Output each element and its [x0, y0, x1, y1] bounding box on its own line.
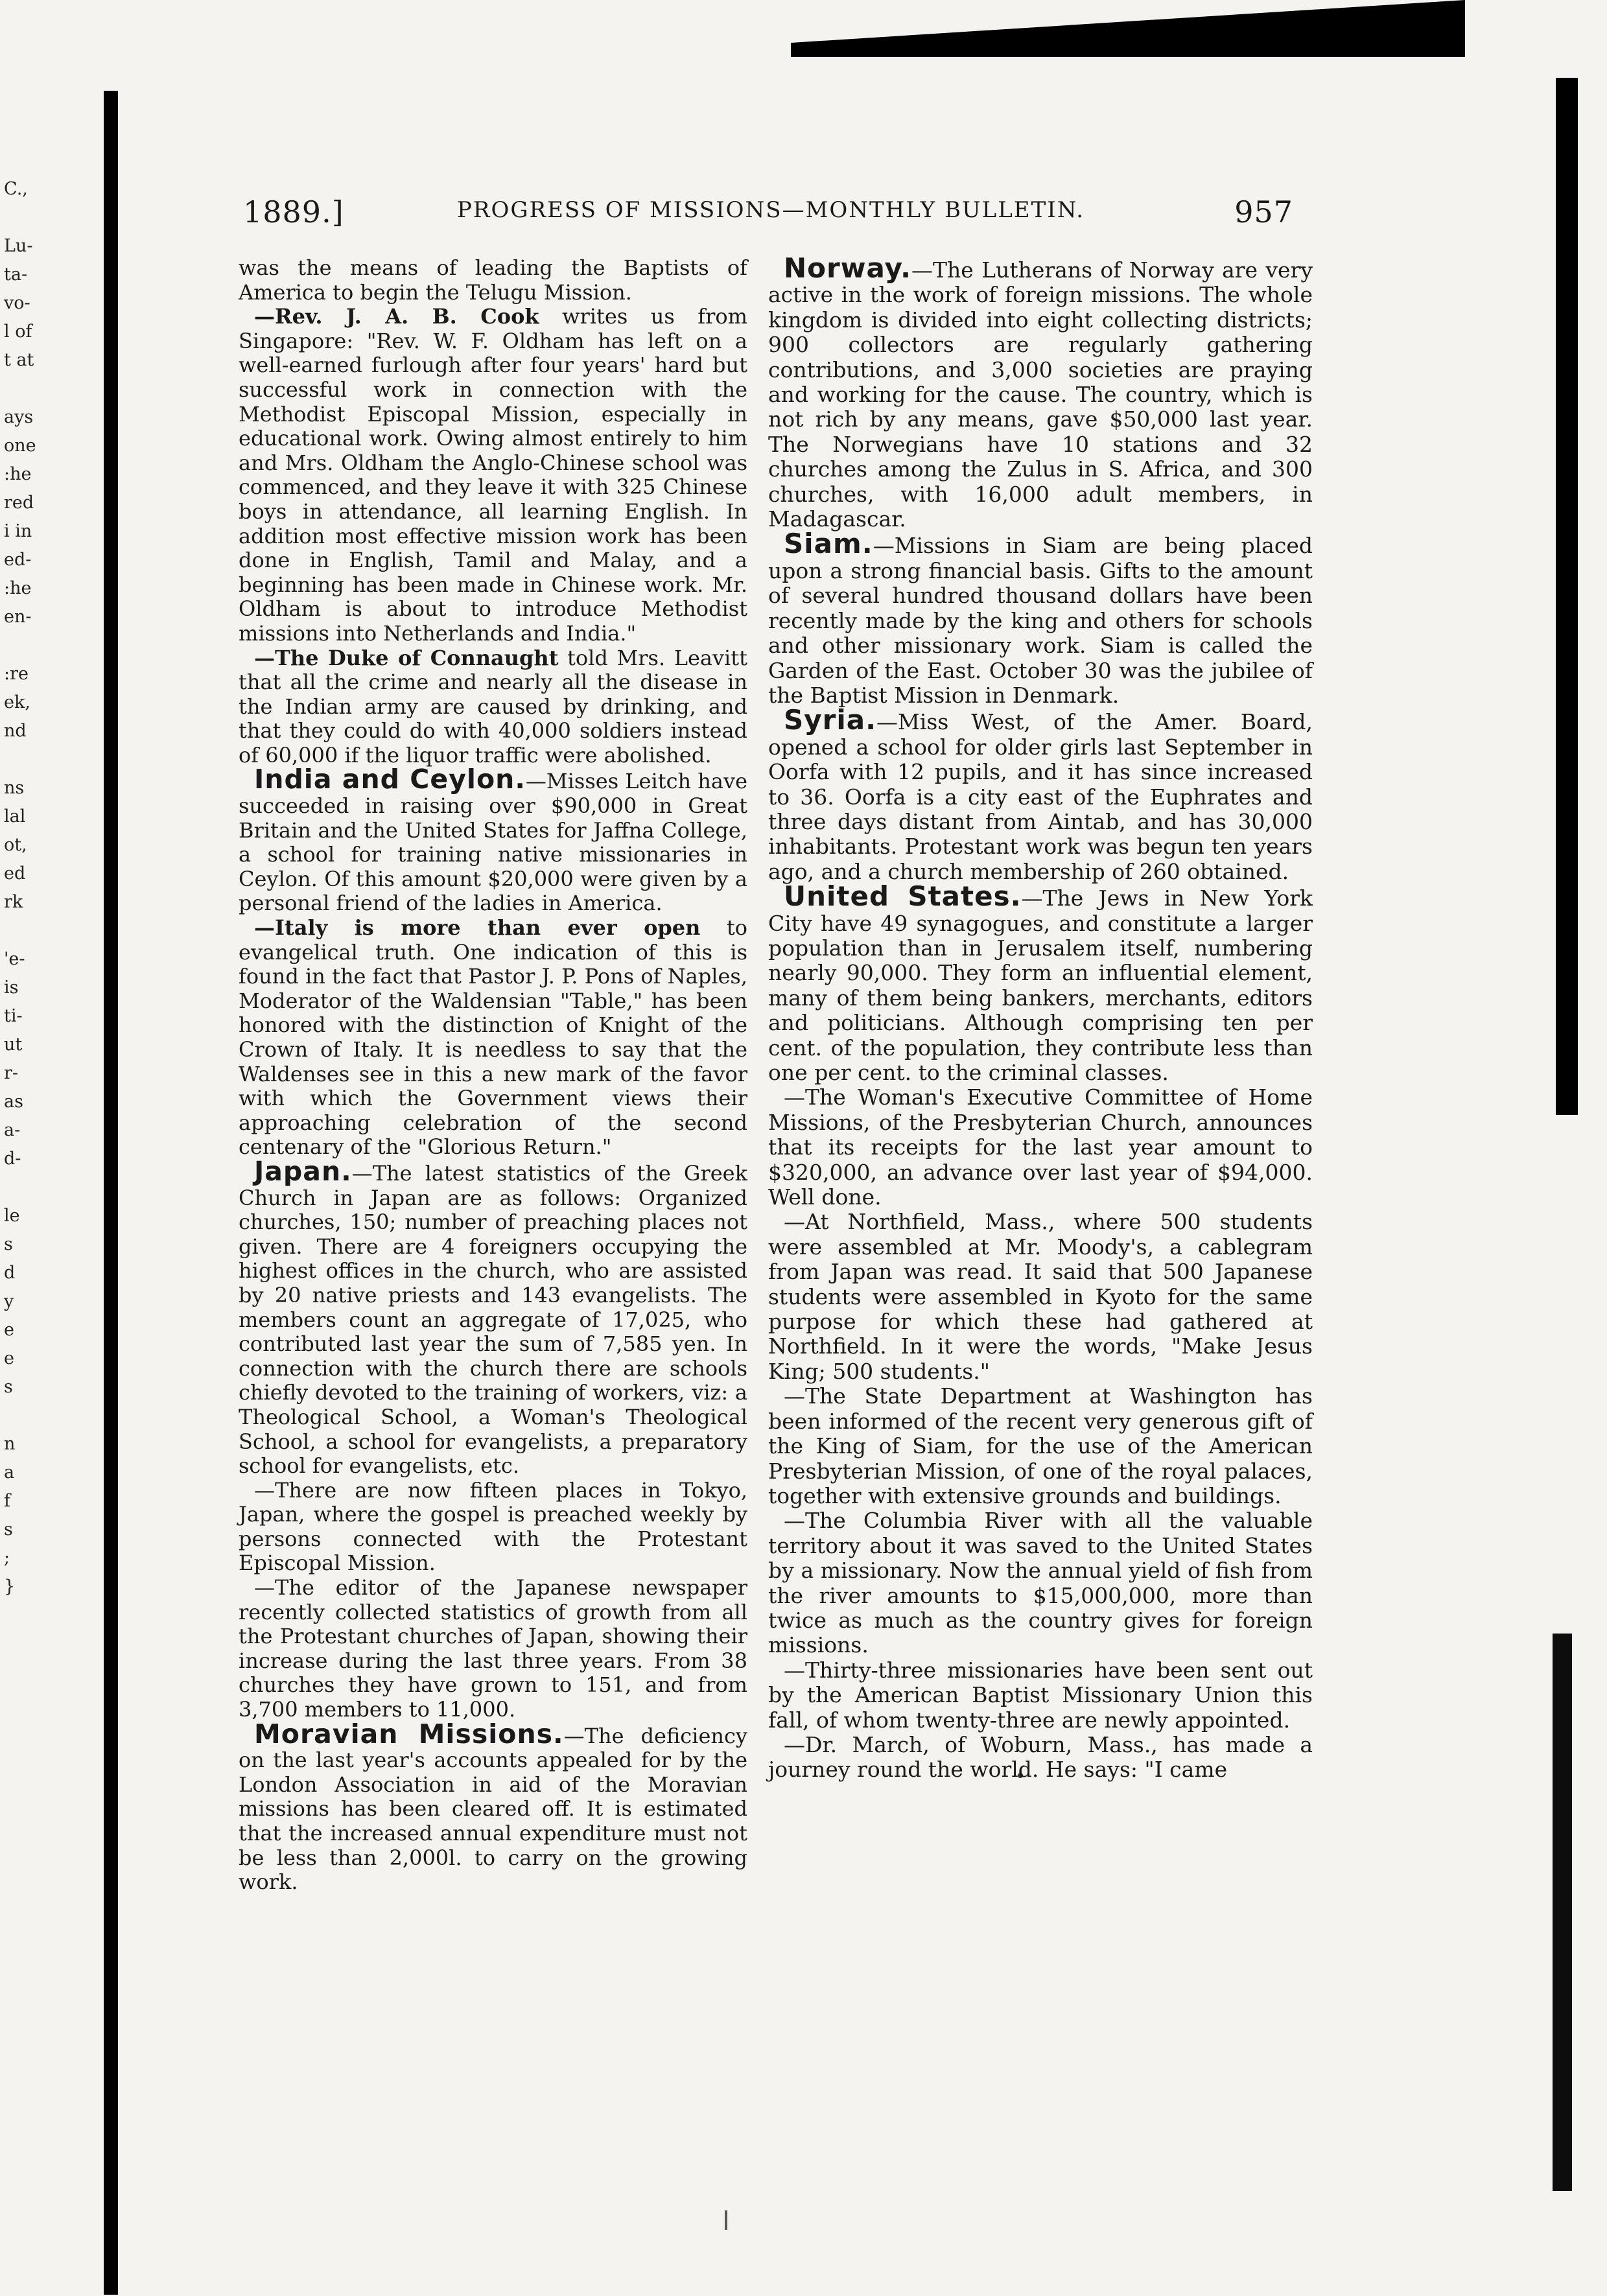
paragraph-body: told Mrs. Leavitt that all the crime and nearly all the disease in the Indian army are caused by drinking, and that they could do with 40,000 soldiers instead of 60,000 if the liquor traffic were abolished. — [239, 645, 748, 767]
paragraph-body: —Missions in Siam are being placed upon a strong financial basis. Gifts to the amount of several hundred thousand dollars have been recently made by the king and others for schools and other missionary work. Siam is called the Garden of the East. October 30 was the jubilee of the Baptist Mission in Denmark. — [768, 533, 1313, 708]
header-year: 1889.] — [243, 194, 344, 229]
paragraph-lead: Siam. — [784, 528, 873, 560]
paragraph-body: —The deficiency on the last year's accounts appealed for by the London Association in aid of the Moravian missions has been cleared off. It is estimated that the increased annual expenditure must not be less than 2,000l. to carry on the growing work. — [239, 1723, 747, 1895]
facing-page-fragment — [4, 175, 98, 1597]
paragraph-body: —Dr. March, of Woburn, Mass., has made a journey round the world. He says: "I came — [768, 1731, 1313, 1783]
fragment-line: a- — [4, 1120, 21, 1140]
fragment-line: Lu- — [4, 236, 33, 256]
fragment-line: en- — [4, 607, 32, 627]
fragment-line: n — [4, 1434, 16, 1454]
paragraph-body: —The editor of the Japanese newspaper recently collected statistics of growth from all the Protestant churches of Japan, showing their increase during the last three years. From 38 churches they have grown to 151, and from 3,700 members to 11,000. — [239, 1575, 747, 1722]
page-number: 957 — [1234, 194, 1293, 229]
scan-edge-right — [1556, 78, 1578, 1115]
ink-mark — [725, 2210, 727, 2230]
fragment-line: d- — [4, 1149, 21, 1169]
article-paragraph — [768, 1508, 1313, 1658]
paragraph-body: —There are now fifteen places in Tokyo, Japan, where the gospel is preached weekly by persons connected with the Protestant Episcopal Mission. — [239, 1477, 747, 1576]
fragment-line: f — [4, 1491, 10, 1511]
fragment-line — [4, 1401, 98, 1430]
fragment-line — [4, 631, 98, 660]
article-paragraph — [239, 256, 747, 305]
paragraph-body: —The Columbia River with all the valuable territory about it was saved to the United States by a missionary. Now the annual yield of fish from the river amounts to $15,000,000, more than twice as much as the country gives for foreign missions. — [768, 1508, 1313, 1658]
fragment-line — [4, 745, 98, 774]
fragment-line: e — [4, 1348, 14, 1368]
fragment-line: nd — [4, 721, 27, 741]
fragment-line: vo- — [4, 293, 30, 313]
fragment-line: ot, — [4, 835, 27, 855]
fragment-line — [4, 204, 98, 232]
fragment-line — [4, 375, 98, 403]
paragraph-body: was the means of leading the Baptists of America to begin the Telugu Mission. — [239, 255, 747, 305]
fragment-line: ta- — [4, 264, 28, 285]
fragment-line: ns — [4, 778, 25, 798]
paragraph-body: —The Woman's Executive Committee of Home Missions, of the Presbyterian Church, announces that its receipts for the last year amount to $320,000, an advance over last year of $94,000. Well done. — [768, 1084, 1313, 1210]
fragment-line: t at — [4, 350, 34, 370]
fragment-line: r- — [4, 1063, 19, 1083]
article-paragraph — [239, 305, 747, 646]
fragment-line: 'e- — [4, 949, 25, 969]
paragraph-body: —The State Department at Washington has been informed of the recent very generous gift of the King of Siam, for the use of the American Presbyterian Mission, of one of the royal palaces, together with extensive grounds and buildings. — [768, 1383, 1313, 1508]
paragraph-lead: Moravian Missions. — [254, 1718, 564, 1750]
article-paragraph — [239, 1155, 747, 1479]
fragment-line: i in — [4, 521, 32, 541]
fragment-line: ti- — [4, 1006, 23, 1026]
paragraph-lead: —Italy is more than ever open — [254, 915, 701, 941]
paragraph-lead: United States. — [784, 880, 1022, 913]
fragment-line: s — [4, 1519, 13, 1540]
article-paragraph — [239, 1718, 747, 1895]
article-paragraph — [239, 764, 747, 916]
fragment-line: d — [4, 1263, 16, 1283]
article-paragraph — [768, 1085, 1313, 1210]
article-paragraph — [768, 528, 1313, 708]
fragment-line: ed — [4, 863, 26, 884]
paragraph-body: —Thirty-three missionaries have been sent out by the American Baptist Missionary Union this fall, of whom twenty-three are newly appointed. — [768, 1657, 1313, 1733]
article-paragraph — [768, 1733, 1313, 1783]
fragment-line: a — [4, 1462, 15, 1482]
paragraph-lead: Norway. — [784, 252, 912, 284]
running-title: PROGRESS OF MISSIONS—MONTHLY BULLETIN. — [457, 197, 1085, 223]
fragment-line: ays — [4, 407, 34, 427]
fragment-line: le — [4, 1206, 20, 1226]
fragment-line — [4, 1173, 98, 1202]
fragment-line: ut — [4, 1035, 23, 1055]
binding-shadow — [104, 91, 118, 2295]
fragment-line: s — [4, 1377, 13, 1397]
fragment-line: ek, — [4, 692, 30, 712]
fragment-line: as — [4, 1092, 23, 1112]
article-paragraph — [768, 1210, 1313, 1384]
paragraph-body: —The Lutherans of Norway are very active in the work of foreign missions. The whole kingdom is divided into eight collecting districts; 900 collectors are regularly gathering contributions, and 3,000 societies are praying and working for the cause. The country, which is not rich by any means, gave $50,000 last year. The Norwegians have 10 stations and 32 churches among the Zulus in S. Africa, and 300 churches, with 16,000 adult members, in Madagascar. — [768, 257, 1313, 532]
paragraph-body: —At Northfield, Mass., where 500 students were assembled at Mr. Moody's, a cablegram from Japan was read. It said that 500 Japanese students were assembled in Kyoto for the same purpose for which these had gathered at Northfield. In it were the words, "Make Jesus King; 500 students." — [768, 1209, 1313, 1384]
paragraph-lead: Japan. — [254, 1155, 352, 1187]
paragraph-body: —The latest statistics of the Greek Church in Japan are as follows: Organized churches, 150; number of preaching places not given. There are 4 foreigners occupying the highest offices in the church, who are assisted by 20 native priests and 143 evangelists. The members count an aggregate of 17,025, who contributed last year the sum of 7,585 yen. In connection with the church there are schools chiefly devoted to the training of workers, viz: a Theological School, a Woman's Theological School, a school for evangelists, a preparatory school for evangelists, etc. — [239, 1160, 747, 1479]
page-header — [243, 194, 1293, 233]
article-paragraph — [768, 880, 1313, 1085]
article-paragraph — [768, 1658, 1313, 1733]
article-paragraph — [239, 916, 747, 1160]
paragraph-lead: Syria. — [784, 704, 877, 736]
article-paragraph — [239, 1479, 747, 1576]
fragment-line: is — [4, 978, 19, 998]
fragment-line: y — [4, 1291, 14, 1311]
paragraph-body: —The Jews in New York City have 49 synagogues, and constitute a larger population than in Jerusalem itself, numbering nearly 90,000. They form an influential element, many of them being bankers, merchants, editors and politicians. Although comprising ten per cent. of the population, they contribute less than one per cent. to the criminal classes. — [768, 885, 1313, 1085]
fragment-line: :re — [4, 664, 29, 684]
fragment-line: ed- — [4, 550, 32, 570]
article-paragraph — [239, 646, 747, 768]
fragment-line: ; — [4, 1548, 10, 1568]
scan-edge-right-lower — [1553, 1634, 1572, 2191]
fragment-line: C., — [4, 179, 28, 199]
fragment-line: one — [4, 436, 36, 456]
fragment-line: e — [4, 1320, 14, 1340]
fragment-line: :he — [4, 578, 32, 598]
fragment-line: red — [4, 493, 34, 513]
scan-shadow-top — [791, 0, 1465, 57]
paragraph-lead: —Rev. J. A. B. Cook — [254, 304, 539, 329]
article-paragraph — [768, 1384, 1313, 1508]
fragment-line: l of — [4, 322, 32, 342]
fragment-line: s — [4, 1234, 13, 1254]
paragraph-body: to evangelical truth. One indication of this is found in the fact that Pastor J. P. Pons of Naples, Moderator of the Waldensian "Table," has been honored with the distinction of Knight of the Crown of Italy. It is needless to say that the Waldenses see in this a new mark of the favor with which the Government views their approaching celebration of the second centenary of the "Glorious Return." — [239, 915, 748, 1160]
fragment-line: lal — [4, 806, 26, 826]
fragment-line: } — [4, 1576, 16, 1597]
fragment-line: rk — [4, 892, 23, 912]
fragment-line — [4, 917, 98, 945]
article-paragraph — [768, 252, 1313, 532]
paragraph-body: writes us from Singapore: "Rev. W. F. Oldham has left on a well-earned furlough after four years' hard but successful work in connection with the Methodist Episcopal Mission, especially in educational work. Owing almost entirely to him and Mrs. Oldham the Anglo-Chinese school was commenced, and they leave it with 325 Chinese boys in attendance, all learning English. In addition most effective mission work has been done in English, Tamil and Malay, and a beginning has been made in Chinese work. Mr. Oldham is about to introduce Methodist missions into Netherlands and India." — [239, 304, 748, 646]
paragraph-body: —Misses Leitch have succeeded in raising over $90,000 in Great Britain and the United States for Jaffna College, a school for training native missionaries in Ceylon. Of this amount $20,000 were given by a personal friend of the ladies in America. — [239, 769, 747, 916]
article-paragraph — [239, 1576, 747, 1722]
fragment-line: :he — [4, 464, 32, 484]
right-column — [768, 252, 1313, 1783]
paragraph-lead: India and Ceylon. — [254, 764, 526, 795]
paragraph-body: —Miss West, of the Amer. Board, opened a school for older girls last September in Oorfa with 12 pupils, and it has since increased to 36. Oorfa is a city east of the Euphrates and three days distant from Aintab, and has 30,000 inhabitants. Protestant work was begun ten years ago, and a church membership of 260 obtained. — [768, 709, 1313, 884]
article-paragraph — [768, 704, 1313, 884]
paragraph-lead: —The Duke of Connaught — [254, 645, 559, 670]
left-column — [239, 256, 747, 1895]
